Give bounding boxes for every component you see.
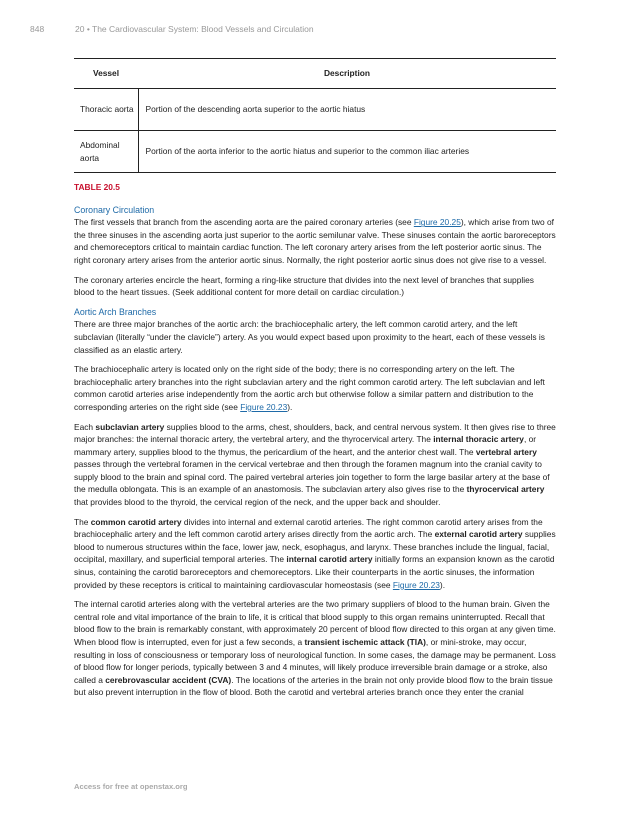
key-term: external carotid artery xyxy=(434,529,523,540)
key-term: subclavian artery xyxy=(95,421,165,432)
figure-link[interactable]: Figure 20.23 xyxy=(392,579,440,590)
column-header-description: Description xyxy=(138,59,556,89)
page-footer: Access for free at openstax.org xyxy=(74,782,188,791)
figure-link[interactable]: Figure 20.25 xyxy=(413,217,461,228)
key-term: internal thoracic artery xyxy=(433,434,524,445)
section-heading-aortic-arch: Aortic Arch Branches xyxy=(74,306,157,317)
paragraph: There are three major branches of the aortic arch: the brachiocephalic artery, the left common carotid artery, and the left subclavian (literally “under the clavicle”) artery. As you would expect based upon proximity to the heart, each of these vessels is classified as an elastic artery. xyxy=(74,319,545,355)
table-label: TABLE 20.5 xyxy=(74,182,120,192)
table-row xyxy=(74,131,556,173)
table-header-row xyxy=(74,59,556,89)
table-cell-description: Portion of the aorta inferior to the aortic hiatus and superior to the common iliac arteries xyxy=(138,131,556,173)
page-number: 848 xyxy=(30,24,45,34)
key-term: internal carotid artery xyxy=(286,554,373,565)
table-cell-description: Portion of the descending aorta superior to the aortic hiatus xyxy=(138,89,556,131)
paragraph: The common carotid artery divides into internal and external carotid arteries. The right common carotid artery arises from the brachiocephalic artery and the left common carotid artery arises directly from the aortic arch. The external carotid artery supplies blood to numerous structures within the face, lower jaw, neck, esophagus, and larynx. These branches include the lingual, facial, occipital, maxillary, and superficial temporal arteries. The internal carotid artery initially forms an expansion known as the carotid sinus, containing the carotid baroreceptors and chemoreceptors. Like their counterparts in the aortic sinuses, the information provided by these receptors is critical to maintaining cardiovascular homeostasis (see Figure 20.23). xyxy=(74,516,556,590)
figure-link[interactable]: Figure 20.23 xyxy=(240,401,288,412)
table-cell-vessel: Thoracic aorta xyxy=(74,89,138,131)
page-content xyxy=(74,58,556,706)
key-term: thyrocervical artery xyxy=(466,484,545,495)
table-cell-vessel: Abdominal aorta xyxy=(74,131,138,173)
paragraph: The first vessels that branch from the ascending aorta are the paired coronary arteries (see Figure 20.25), which arise from two of the three sinuses in the ascending aorta just superior to the aortic semilunar valve. These sinuses contain the aortic baroreceptors and chemoreceptors critical to maintain cardiac function. The left coronary artery arises from the left posterior aortic sinus. The right coronary artery arises from the anterior aortic sinus. Normally, the right posterior aortic sinus does not give rise to a vessel. xyxy=(74,217,556,265)
vessel-table xyxy=(74,58,556,173)
paragraph: The brachiocephalic artery is located only on the right side of the body; there is no corresponding artery on the left. The brachiocephalic artery branches into the right subclavian artery and the right common carotid artery. The left subclavian and left common carotid arteries arise independently from the aortic arch but otherwise follow a similar pattern and distribution to the corresponding arteries on the right side (see Figure 20.23). xyxy=(74,364,545,412)
paragraph: The internal carotid arteries along with the vertebral arteries are the two primary suppliers of blood to the human brain. Given the central role and vital importance of the brain to life, it is critical that blood supply to this organ remains uninterrupted. Recall that blood flow to the brain is remarkably constant, with approximately 20 percent of blood flow directed to this organ at any given time. When blood flow is interrupted, even for just a few seconds, a transient ischemic attack (TIA), or mini-stroke, may occur, resulting in loss of consciousness or temporary loss of neurological function. In some cases, the damage may be permanent. Loss of blood flow for longer periods, typically between 3 and 4 minutes, will likely produce irreversible brain damage or a stroke, also called a cerebrovascular accident (CVA). The locations of the arteries in the brain not only provide blood flow to the brain tissue but also prevent interruption in the flow of blood. Both the carotid and vertebral arteries branch once they enter the cranial xyxy=(74,599,556,698)
running-title: 20 • The Cardiovascular System: Blood Vessels and Circulation xyxy=(75,24,314,34)
key-term: cerebrovascular accident (CVA) xyxy=(105,674,232,685)
key-term: transient ischemic attack (TIA) xyxy=(304,637,426,647)
column-header-vessel: Vessel xyxy=(74,59,138,89)
paragraph: Each subclavian artery supplies blood to the arms, chest, shoulders, back, and central nervous system. It then gives rise to three major branches: the internal thoracic artery, the vertebral artery, and the thyrocervical artery. The internal thoracic artery, or mammary artery, supplies blood to the thymus, the pericardium of the heart, and the anterior chest wall. The vertebral artery passes through the vertebral foramen in the cervical vertebrae and then through the foramen magnum into the cranial cavity to supply blood to the brain and spinal cord. The paired vertebral arteries join together to form the large basilar artery at the base of the medulla oblongata. This is an example of an anastomosis. The subclavian artery also gives rise to the thyrocervical artery that provides blood to the thyroid, the cervical region of the neck, and the upper back and shoulder. xyxy=(74,421,556,508)
paragraph: The coronary arteries encircle the heart, forming a ring-like structure that divides into the next level of branches that supplies blood to the heart tissues. (Seek additional content for more detail on cardiac circulation.) xyxy=(74,274,534,298)
key-term: common carotid artery xyxy=(90,516,182,527)
key-term: vertebral artery xyxy=(475,446,537,457)
table-row xyxy=(74,89,556,131)
page-header xyxy=(30,24,600,34)
section-heading-coronary: Coronary Circulation xyxy=(74,204,155,215)
